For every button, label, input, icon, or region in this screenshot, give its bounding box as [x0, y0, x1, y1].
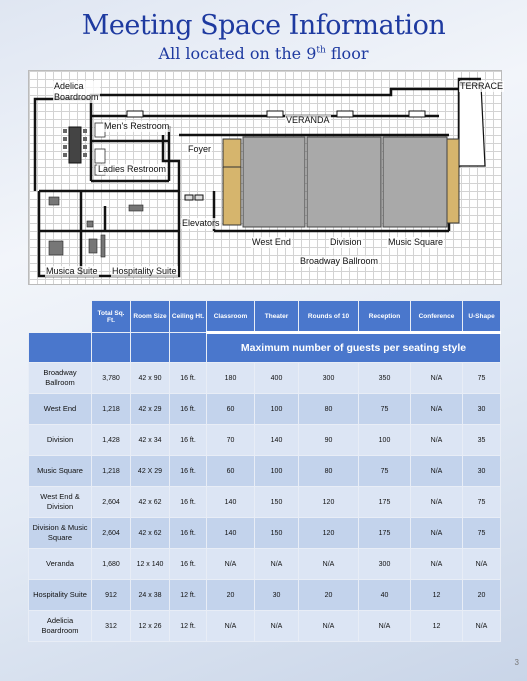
cell-conference: N/A: [411, 394, 463, 425]
label-division: Division: [330, 237, 362, 247]
cell-rounds: N/A: [299, 611, 359, 642]
seating-style-banner: Maximum number of guests per seating style: [207, 333, 501, 363]
table-row: [29, 611, 501, 642]
header-theater: Theater: [255, 301, 299, 333]
table-row: [29, 394, 501, 425]
label-ladies-restroom: Ladies Restroom: [98, 164, 167, 174]
cell-reception: 300: [359, 549, 411, 580]
table-row: [29, 518, 501, 549]
cell-conference: 12: [411, 580, 463, 611]
cell-size: 12 x 26: [131, 611, 170, 642]
cell-name: Adelicia Boardroom: [29, 611, 92, 642]
cell-name: Division & Music Square: [29, 518, 92, 549]
cell-theater: N/A: [255, 549, 299, 580]
header-classroom: Classroom: [207, 301, 255, 333]
cell-classroom: 180: [207, 363, 255, 394]
cell-ushape: 75: [463, 518, 501, 549]
table-row: [29, 580, 501, 611]
cell-classroom: N/A: [207, 611, 255, 642]
page-number: 3: [514, 658, 519, 667]
floor-plan: [28, 70, 502, 285]
cell-name: West End: [29, 394, 92, 425]
cell-theater: 30: [255, 580, 299, 611]
cell-name: Music Square: [29, 456, 92, 487]
banner-row: [29, 333, 501, 363]
floor-plan-drawing: [29, 71, 501, 284]
cell-ushape: 75: [463, 363, 501, 394]
cell-conference: N/A: [411, 549, 463, 580]
table-header-row: [29, 301, 501, 333]
cell-ceiling: 16 ft.: [170, 456, 207, 487]
cell-rounds: 80: [299, 394, 359, 425]
cell-size: 42 x 34: [131, 425, 170, 456]
table-row: [29, 425, 501, 456]
cell-ushape: 20: [463, 580, 501, 611]
cell-ceiling: 16 ft.: [170, 363, 207, 394]
cell-classroom: 60: [207, 394, 255, 425]
cell-ushape: N/A: [463, 549, 501, 580]
cell-classroom: N/A: [207, 549, 255, 580]
cell-size: 42 x 62: [131, 487, 170, 518]
header-empty: [29, 301, 92, 333]
label-adelica-boardroom: Adelica Boardroom: [54, 81, 99, 102]
cell-size: 42 x 90: [131, 363, 170, 394]
table-row: [29, 549, 501, 580]
cell-sqft: 3,780: [92, 363, 131, 394]
header-room-size: Room Size: [131, 301, 170, 333]
cell-classroom: 20: [207, 580, 255, 611]
cell-conference: N/A: [411, 518, 463, 549]
cell-conference: N/A: [411, 425, 463, 456]
cell-classroom: 60: [207, 456, 255, 487]
cell-conference: N/A: [411, 363, 463, 394]
cell-ceiling: 16 ft.: [170, 549, 207, 580]
cell-name: Broadway Ballroom: [29, 363, 92, 394]
cell-theater: 400: [255, 363, 299, 394]
label-musica-suite: Musica Suite: [46, 266, 98, 276]
cell-rounds: 20: [299, 580, 359, 611]
cell-reception: N/A: [359, 611, 411, 642]
cell-rounds: 80: [299, 456, 359, 487]
label-broadway-ballroom: Broadway Ballroom: [300, 256, 379, 266]
cell-theater: 100: [255, 456, 299, 487]
page-title: Meeting Space Information: [81, 10, 446, 41]
cell-theater: N/A: [255, 611, 299, 642]
label-elevators: Elevators: [182, 218, 220, 228]
cell-size: 12 x 140: [131, 549, 170, 580]
cell-reception: 40: [359, 580, 411, 611]
cell-ushape: 30: [463, 456, 501, 487]
table-row: [29, 487, 501, 518]
cell-reception: 75: [359, 394, 411, 425]
header-ceiling-ht: Ceiling Ht.: [170, 301, 207, 333]
cell-sqft: 312: [92, 611, 131, 642]
cell-ushape: 30: [463, 394, 501, 425]
cell-ceiling: 16 ft.: [170, 425, 207, 456]
cell-rounds: 300: [299, 363, 359, 394]
cell-ceiling: 16 ft.: [170, 394, 207, 425]
cell-conference: N/A: [411, 487, 463, 518]
cell-sqft: 1,428: [92, 425, 131, 456]
cell-reception: 350: [359, 363, 411, 394]
label-music-square: Music Square: [388, 237, 444, 247]
cell-ushape: 75: [463, 487, 501, 518]
cell-reception: 175: [359, 487, 411, 518]
table-body: [29, 363, 501, 642]
cell-conference: 12: [411, 611, 463, 642]
cell-ushape: N/A: [463, 611, 501, 642]
label-veranda: VERANDA: [286, 115, 330, 125]
cell-name: Hospitality Suite: [29, 580, 92, 611]
header-rounds: Rounds of 10: [299, 301, 359, 333]
cell-ceiling: 12 ft.: [170, 580, 207, 611]
cell-theater: 100: [255, 394, 299, 425]
table-row: [29, 363, 501, 394]
cell-ceiling: 12 ft.: [170, 611, 207, 642]
label-west-end: West End: [252, 237, 291, 247]
header-conference: Conference: [411, 301, 463, 333]
label-foyer: Foyer: [188, 144, 212, 154]
cell-rounds: 120: [299, 487, 359, 518]
table-row: [29, 456, 501, 487]
label-mens-restroom: Men's Restroom: [104, 121, 170, 131]
cell-sqft: 1,218: [92, 394, 131, 425]
cell-ceiling: 16 ft.: [170, 487, 207, 518]
cell-size: 42 x 62: [131, 518, 170, 549]
cell-theater: 140: [255, 425, 299, 456]
label-hospitality-suite: Hospitality Suite: [112, 266, 177, 276]
cell-sqft: 2,604: [92, 487, 131, 518]
cell-reception: 175: [359, 518, 411, 549]
cell-ceiling: 16 ft.: [170, 518, 207, 549]
header-u-shape: U-Shape: [463, 301, 501, 333]
cell-name: West End & Division: [29, 487, 92, 518]
cell-classroom: 140: [207, 518, 255, 549]
seating-capacity-table: [28, 300, 501, 642]
cell-rounds: 90: [299, 425, 359, 456]
cell-rounds: N/A: [299, 549, 359, 580]
cell-conference: N/A: [411, 456, 463, 487]
cell-reception: 100: [359, 425, 411, 456]
cell-sqft: 912: [92, 580, 131, 611]
cell-size: 42 x 29: [131, 394, 170, 425]
cell-size: 24 x 38: [131, 580, 170, 611]
cell-theater: 150: [255, 487, 299, 518]
cell-sqft: 1,218: [92, 456, 131, 487]
cell-classroom: 70: [207, 425, 255, 456]
cell-name: Division: [29, 425, 92, 456]
cell-reception: 75: [359, 456, 411, 487]
cell-name: Veranda: [29, 549, 92, 580]
cell-size: 42 X 29: [131, 456, 170, 487]
header-total-sq-ft: Total Sq. Ft.: [92, 301, 131, 333]
cell-sqft: 1,680: [92, 549, 131, 580]
cell-theater: 150: [255, 518, 299, 549]
page-subtitle: All located on the 9th floor: [158, 44, 369, 63]
cell-sqft: 2,604: [92, 518, 131, 549]
label-terrace: TERRACE: [460, 81, 504, 91]
header-reception: Reception: [359, 301, 411, 333]
cell-classroom: 140: [207, 487, 255, 518]
cell-ushape: 35: [463, 425, 501, 456]
cell-rounds: 120: [299, 518, 359, 549]
